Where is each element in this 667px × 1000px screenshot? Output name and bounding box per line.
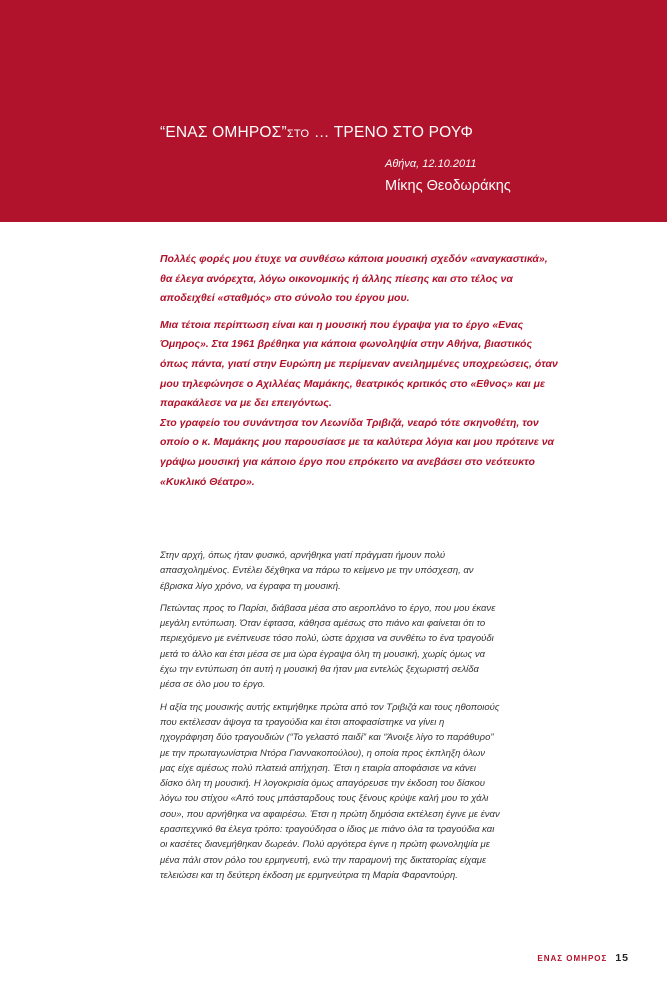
article-title [160, 124, 473, 142]
body-paragraph: Η αξία της μουσικής αυτής εκτιμήθηκε πρώτα από τον Τριβιζά και τους ηθοποιούς που εκτέλεσαν άψογα τα τραγούδια και έτσι αποφασίστηκε να γίνει η ηχογράφηση δύο τραγουδιών (“Το γελαστό παιδί” και “Άνοιξε λίγο το παράθυρο” με την πρωταγωνίστρια Ντόρα Γιαννακοπούλου), η οποία προς έκπληξη όλων μας είχε αμέσως πολύ πλατειά απήχηση. Έτσι η εταιρία αποφάσισε να κάνει δίσκο όλη τη μουσική. Η λογοκρισία όμως απαγόρευσε την έκδοση του δίσκου λόγω του στίχου «Από τους μπάσταρδους τους ξένους κρύψε καλή μου το χάλι σου», που αρνήθηκα να αφαιρέσω. Έτσι η πρώτη δημόσια εκτέλεση έγινε με έναν ερασιτεχνικό θα έλεγα τρόπο: τραγούδησα ο ίδιος με πιάνο όλα τα τραγούδια και οι κασέτες διανεμήθηκαν δωρεάν. Πολύ αργότερα έγινε η πρώτη φωνοληψία με μένα πάλι στον ρόλο του ερμηνευτή, ενώ την παραμονή της δικτατορίας είχαμε τελειώσει και τη δεύτερη έκδοση με ερμηνεύτρια τη Μαρία Φαραντούρη. [160, 701, 500, 881]
title-part-3: … ΤΡΕΝΟ ΣΤΟ ΡΟΥΦ [313, 124, 474, 141]
body-paragraph: Στην αρχή, όπως ήταν φυσικό, αρνήθηκα γιατί πράγματι ήμουν πολύ απασχολημένος. Εντέλει δέχθηκα να πάρω το κείμενο με την υπόσχεση, αν έβρισκα λίγο χρόνο, να έγραφα τη μουσική. [160, 550, 474, 592]
intro-section [160, 250, 560, 492]
intro-paragraph: Πολλές φορές μου έτυχε να συνθέσω κάποια μουσική σχεδόν «αναγκαστικά», θα έλεγα ανόρεχτα, λόγω οικονομικής ή άλλης πίεσης και στο τέλος να αποδειχθεί «σταθμός» στο σύνολο του έργου μου. [160, 253, 548, 305]
article-date: Αθήνα, 12.10.2011 [385, 158, 477, 170]
header-banner [0, 0, 667, 222]
footer-running-title: ΕΝΑΣ ΟΜΗΡΟΣ [537, 954, 608, 963]
title-part-2: ΣΤΟ [286, 128, 310, 140]
page-footer [537, 948, 629, 966]
intro-paragraph: Μια τέτοια περίπτωση είναι και η μουσική που έγραψα για το έργο «Ενας Όμηρος». Στα 1961 βρέθηκα για κάποια φωνοληψία στην Αθήνα, βιαστικός όπως πάντα, γιατί στην Ευρώπη με περίμεναν ανειλημμένες υποχρεώσεις, όταν μου τηλεφώνησε ο Αχιλλέας Μαμάκης, θεατρικός κριτικός στο «Εθνος» και με παρακάλεσε να με δει επειγόντως. Στο γραφείο του συνάντησα τον Λεωνίδα Τριβιζά, νεαρό τότε σκηνοθέτη, τον οποίο ο κ. Μαμάκης μου παρουσίασε με τα καλύτερα λόγια και μου πρότεινε να γράψω μουσική για κάποιο έργο που επρόκειτο να ανεβάσει στο νεότευκτο «Κυκλικό Θέατρο». [160, 318, 558, 488]
page-number: 15 [615, 952, 629, 964]
body-paragraph: Πετώντας προς το Παρίσι, διάβασα μέσα στο αεροπλάνο το έργο, που μου έκανε μεγάλη εντύπωση. Όταν έφτασα, κάθησα αμέσως στο πιάνο και φαίνεται ότι το περιεχόμενο με ενέπνευσε τόσο πολύ, ώστε άρχισα να συνθέτω το ένα τραγούδι μετά το άλλο και έτσι μέσα σε μια ώρα έγραψα όλη τη μουσική, χωρίς όμως να έχω την εντύπωση ότι αυτή η μουσική θα ήταν μια εντελώς ξεχωριστή σελίδα μέσα σε όλο μου το έργο. [160, 602, 496, 691]
title-part-1: “ΕΝΑΣ ΟΜΗΡΟΣ” [160, 124, 287, 141]
article-author: Μίκης Θεοδωράκης [385, 178, 511, 194]
body-section [160, 548, 500, 883]
